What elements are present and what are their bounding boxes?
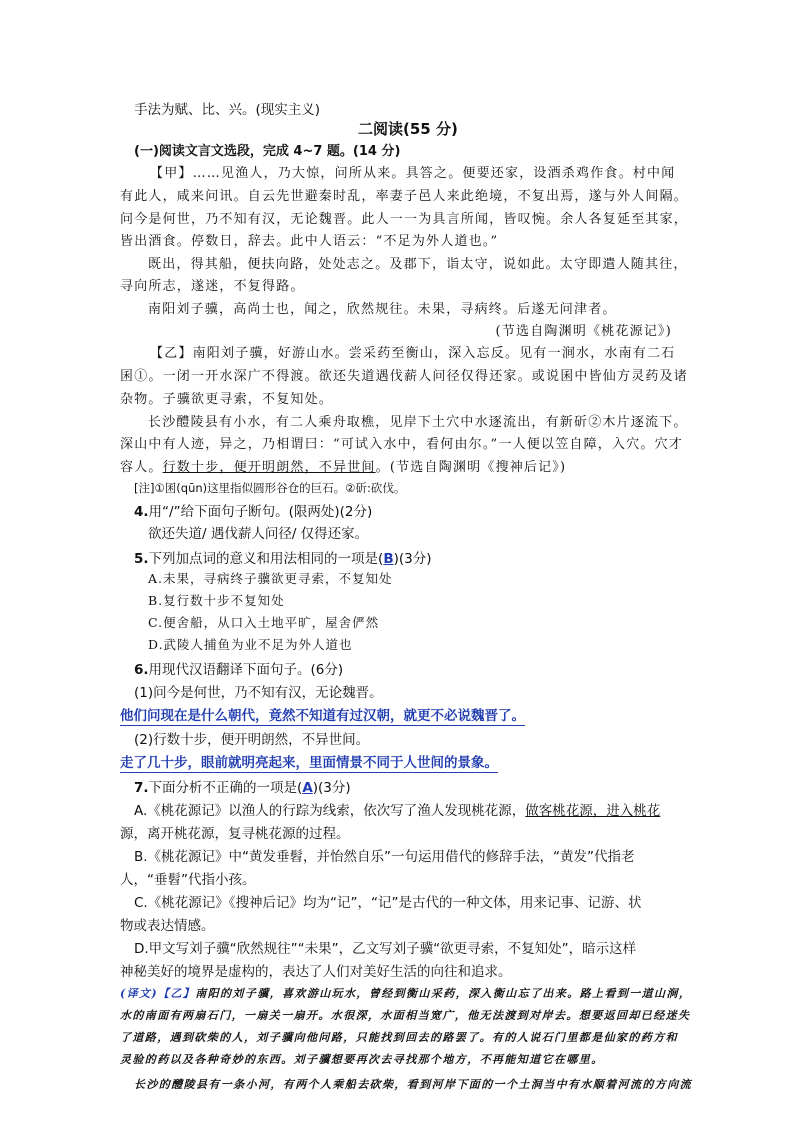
- question-number: 4.: [134, 504, 149, 520]
- option-a-underlined: 做客桃花源，进入桃花: [525, 803, 661, 819]
- option-b: B.复行数十步不复知处: [148, 593, 285, 608]
- question-5-answer: B: [383, 551, 394, 567]
- translation-line: 了道路，遇到砍柴的人，刘子骥向他问路，只能找到回去的路罢了。有的人说石门里都是仙家的药方和: [120, 1031, 678, 1044]
- passage-jia-line: 问今是何世，乃不知有汉，无论魏晋。此人一一为具言所闻，皆叹惋。余人各复延至其家，: [120, 212, 689, 227]
- passage-yi-line: 囷①。一闭一开水深广不得渡。欲还失道遇伐薪人问径仅得还家。或说囷中皆仙方灵药及诸: [120, 369, 689, 384]
- passage-yi-line: 深山中有人迹，异之，乃相谓曰：“可试入水中，看何由尔。”一人便以笠自障，入穴。穴才: [120, 437, 683, 452]
- option-b-line: B.《桃花源记》中“黄发垂髫，并怡然自乐”一句运用借代的修辞手法，“黄发”代指老: [134, 849, 635, 865]
- translation-text: 南阳的刘子骥，喜欢游山玩水，曾经到衡山采药，深入衡山忘了出来。路上看到一道山涧，: [195, 987, 692, 1000]
- question-6: [134, 658, 343, 678]
- passage-yi-line: 长沙醴陵县有小水，有二人乘舟取樵，见岸下土穴中水逐流出，有新斫②木片逐流下。: [148, 415, 688, 430]
- passage-yi-source: 。(节选自陶渊明《搜神后记》): [375, 460, 567, 475]
- question-6-sentence-2: (2)行数十步，便开明朗然，不异世间。: [134, 732, 370, 748]
- option-a: A.未果，寻病终子骥欲更寻索，不复知处: [148, 571, 393, 586]
- passage-jia-line: 既出，得其船，便扶向路，处处志之。及郡下，诣太守，说如此。太守即遣人随其往，: [148, 257, 688, 272]
- translation-line: 灵验的药以及各种奇妙的东西。刘子骥想要再次去寻找那个地方，不再能知道它在哪里。: [120, 1053, 604, 1066]
- question-text: 下面分析不正确的一项是(: [148, 780, 303, 796]
- previous-answer-tail: 手法为赋、比、兴。(现实主义): [134, 102, 321, 118]
- passage-yi-text: 容人。: [120, 460, 163, 475]
- translation-tag: (译文)【乙】: [120, 987, 196, 1000]
- footnote: [注]①囷(qūn)这里指似圆形谷仓的巨石。②斫:砍伐。: [134, 481, 406, 495]
- passage-yi-line: 杂物。子骥欲更寻索，不复知处。: [120, 392, 334, 407]
- question-7: [134, 776, 351, 796]
- passage-jia-line: 有此人，咸来问讯。自云先世避秦时乱，率妻子邑人来此绝境，不复出焉，遂与外人间隔。: [120, 189, 689, 204]
- passage-jia-source: (节选自陶渊明《桃花源记》): [495, 324, 672, 339]
- passage-yi-underlined-sentence: 行数十步，便开明朗然，不异世间: [162, 460, 376, 475]
- question-6-answer-1: 他们问现在是什么朝代，竟然不知道有过汉朝，就更不必说魏晋了。: [120, 704, 525, 726]
- translation-line: 长沙的醴陵县有一条小河，有两个人乘船去砍柴，看到河岸下面的一个土洞当中有水顺着河流的方向流: [134, 1078, 692, 1091]
- passage-jia-line: 皆出酒食。停数日，辞去。此中人语云：“不足为外人道也。”: [120, 234, 499, 249]
- option-a-line: 源，离开桃花源，复寻桃花源的过程。: [120, 826, 350, 842]
- question-6-sentence-1: (1)问今是何世，乃不知有汉，无论魏晋。: [134, 685, 383, 701]
- passage-yi-line: 【乙】南阳刘子骥，好游山水。尝采药至衡山，深入忘反。见有一涧水，水南有二石: [150, 346, 676, 361]
- option-c: C.便舍船，从口入土地平旷，屋舍俨然: [148, 615, 380, 630]
- option-d-line: 神秘美好的境界是虚构的，表达了人们对美好生活的向往和追求。: [120, 964, 512, 980]
- question-7-answer: A: [302, 780, 313, 796]
- option-a-text: A.《桃花源记》以渔人的行踪为线索，依次写了渔人发现桃花源，: [134, 803, 526, 819]
- question-5: [134, 547, 432, 567]
- passage-yi-last-line: [120, 456, 566, 475]
- option-c-line: C.《桃花源记》《搜神后记》均为“记”，“记”是古代的一种文体，用来记事、记游、状: [134, 895, 642, 911]
- section-title: 二阅读(55 分): [358, 120, 458, 138]
- question-number: 5.: [134, 551, 149, 567]
- question-number: 7.: [134, 780, 149, 796]
- option-b-line: 人，“垂髫”代指小孩。: [120, 872, 256, 888]
- question-6-answer-2: 走了几十步，眼前就明亮起来，里面情景不同于人世间的景象。: [120, 751, 498, 773]
- translation-line: [120, 985, 691, 1001]
- passage-jia-line: 【甲】……见渔人，乃大惊，问所从来。具答之。便要还家，设酒杀鸡作食。村中闻: [150, 166, 676, 181]
- passage-jia-line: 南阳刘子骥，高尚士也，闻之，欣然规往。未果，寻病终。后遂无问津者。: [148, 302, 617, 317]
- question-4: [134, 500, 372, 520]
- option-a-line: [134, 799, 660, 819]
- question-text: )(3分): [393, 551, 432, 567]
- question-text: )(3分): [312, 780, 351, 796]
- question-number: 6.: [134, 662, 149, 678]
- question-text: 用现代汉语翻译下面句子。(6分): [148, 662, 344, 678]
- question-4-answer: 欲还失道/ 遇伐薪人问径/ 仅得还家。: [148, 526, 369, 542]
- question-text: 下列加点词的意义和用法相同的一项是(: [148, 551, 384, 567]
- option-d-line: D.甲文写刘子骥“欣然规往”“未果”，乙文写刘子骥“欲更寻索，不复知处”，暗示这样: [134, 941, 637, 957]
- subsection-heading: (一)阅读文言文选段，完成 4~7 题。(14 分): [134, 144, 401, 159]
- translation-line: 水的南面有两扇石门，一扇关一扇开。水很深，水面相当宽广，他无法渡到对岸去。想要返回却已经迷失: [120, 1009, 691, 1022]
- question-text: 用“/”给下面句子断句。(限两处)(2分): [148, 504, 373, 520]
- option-d: D.武陵人捕鱼为业不足为外人道也: [148, 637, 353, 652]
- option-c-line: 物或表达情感。: [120, 918, 215, 934]
- passage-jia-line: 寻向所志，遂迷，不复得路。: [120, 279, 305, 294]
